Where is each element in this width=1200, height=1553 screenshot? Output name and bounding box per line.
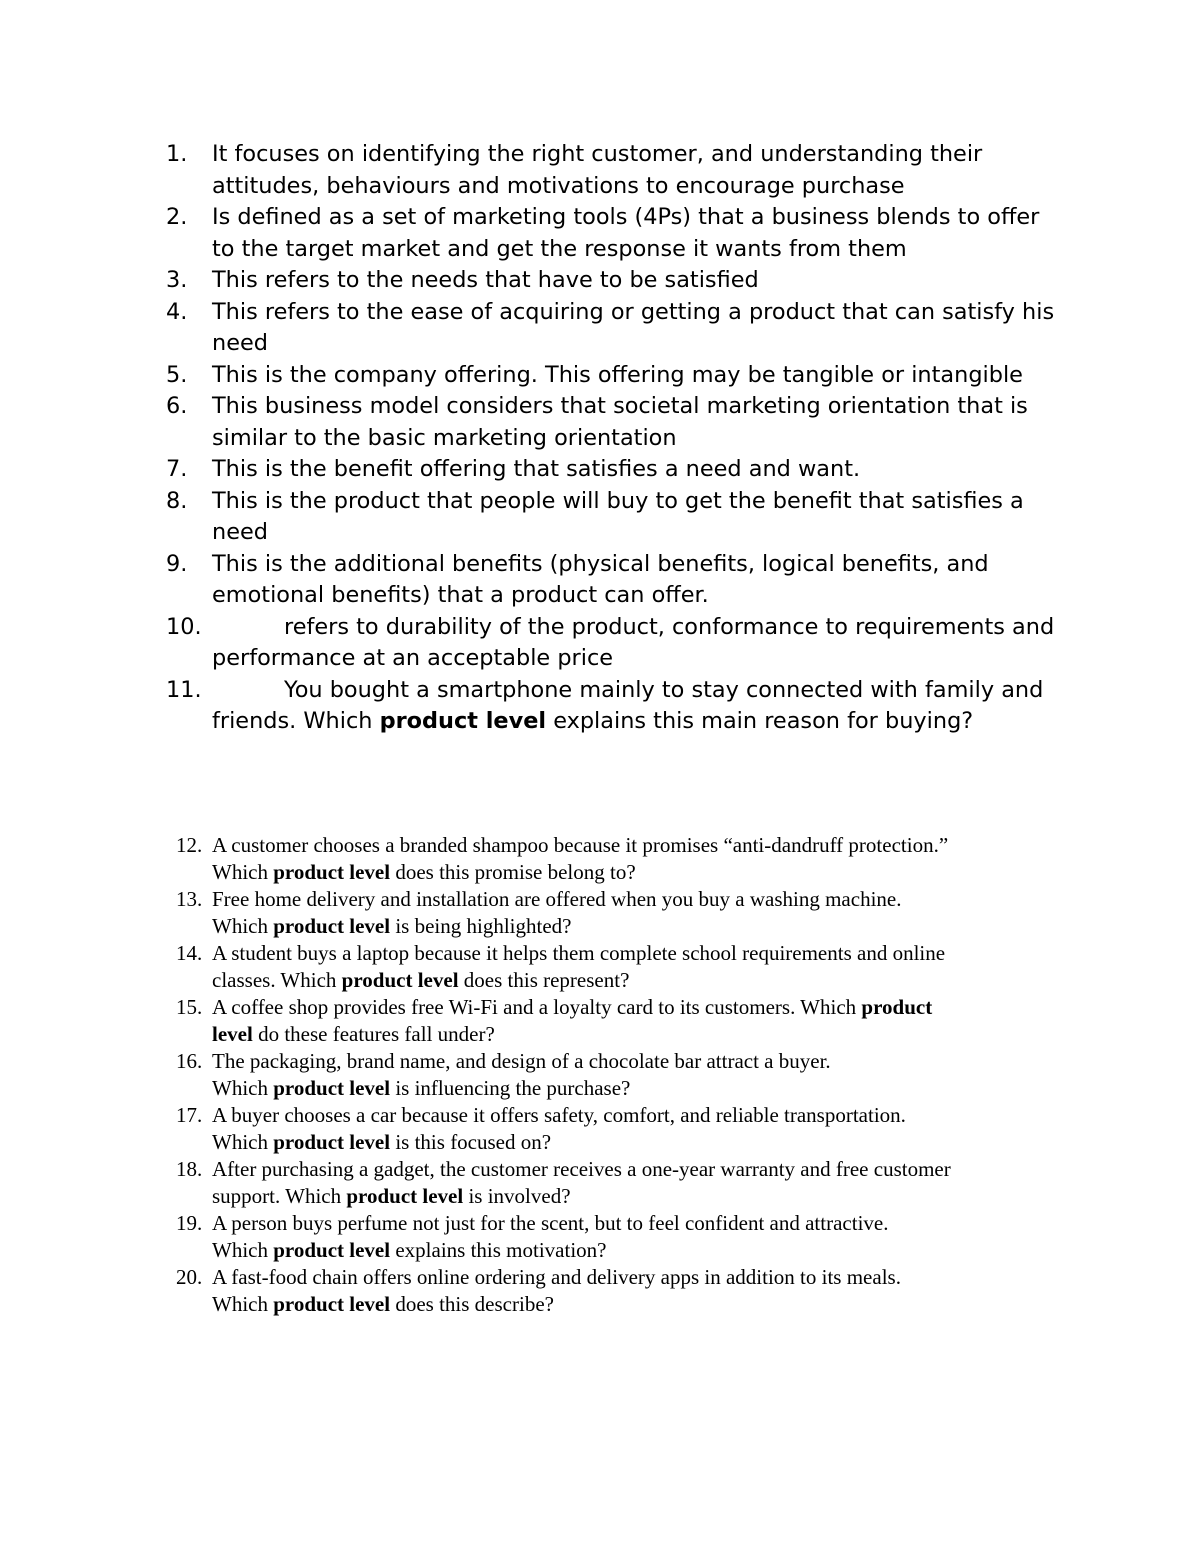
item-text-after: explains this main reason for buying? xyxy=(546,708,974,734)
item-number: 19. xyxy=(176,1211,203,1235)
item-number: 9. xyxy=(166,550,188,577)
item-number: 12. xyxy=(176,833,203,857)
question-list-part-two xyxy=(176,832,1076,1318)
item-line-two-post: is this focused on? xyxy=(390,1130,552,1154)
item-bold: level xyxy=(212,1022,253,1046)
item-text: This is the product that people will buy to get the benefit that satisfies a need xyxy=(212,487,1024,545)
item-text: Is defined as a set of marketing tools (4Ps) that a business blends to offer to the target market and get the response it wants from them xyxy=(212,204,1040,262)
item-number: 16. xyxy=(176,1049,203,1073)
item-number: 6. xyxy=(166,393,188,419)
item-bold: product level xyxy=(273,1238,391,1262)
item-line-two-pre: Which xyxy=(212,914,274,938)
item-bold: product level xyxy=(346,1184,464,1208)
item-line-two-pre: Which xyxy=(212,1238,274,1262)
item-line-two-post: is influencing the purchase? xyxy=(390,1076,631,1100)
item-number: 17. xyxy=(176,1103,203,1127)
item-number: 3. xyxy=(166,267,188,293)
item-line-two-post: does this describe? xyxy=(390,1292,554,1316)
item-number: 4. xyxy=(166,298,188,325)
item-bold-first: product xyxy=(861,995,933,1019)
item-line-one: A coffee shop provides free Wi-Fi and a loyalty card to its customers. Which xyxy=(212,995,862,1019)
list-item xyxy=(176,994,1076,1048)
item-line-one: A student buys a laptop because it helps them complete school requirements and online xyxy=(212,941,946,965)
item-number: 11. xyxy=(166,676,202,703)
list-item xyxy=(166,454,1066,486)
list-item xyxy=(176,886,1076,940)
item-line-one: A buyer chooses a car because it offers safety, comfort, and reliable transportation. xyxy=(212,1103,906,1127)
list-item xyxy=(166,139,1066,202)
item-text: refers to durability of the product, conformance to requirements and performance at an acceptable price xyxy=(212,613,1055,671)
list-item xyxy=(166,202,1066,265)
item-number: 14. xyxy=(176,941,203,965)
list-item xyxy=(176,1048,1076,1102)
item-text: This refers to the needs that have to be satisfied xyxy=(212,267,759,293)
item-text-before: You bought a smartphone mainly to stay connected with family and friends. Which xyxy=(212,676,1044,734)
item-line-two-pre: Which xyxy=(212,1130,274,1154)
item-bold: product level xyxy=(273,1130,391,1154)
item-line-two-post: explains this motivation? xyxy=(390,1238,607,1262)
item-number: 2. xyxy=(166,204,188,230)
item-number: 13. xyxy=(176,887,203,911)
item-text: This is the benefit offering that satisfies a need and want. xyxy=(212,456,861,482)
item-number: 5. xyxy=(166,361,188,388)
question-list-part-one xyxy=(166,139,1066,738)
item-bold: product level xyxy=(273,1292,391,1316)
list-item xyxy=(166,297,1066,360)
list-item xyxy=(166,265,1066,297)
item-bold: product level xyxy=(273,1076,391,1100)
item-number: 1. xyxy=(166,141,188,167)
list-item xyxy=(176,1156,1076,1210)
item-text: It focuses on identifying the right customer, and understanding their attitudes, behaviours and motivations to encourage purchase xyxy=(212,141,983,199)
list-item xyxy=(166,486,1066,549)
item-bold: product level xyxy=(273,914,391,938)
item-line-two-post: do these features fall under? xyxy=(252,1022,495,1046)
item-line-two-post: is involved? xyxy=(463,1184,571,1208)
item-text: This is the company offering. This offering may be tangible or intangible xyxy=(212,361,1023,388)
list-item xyxy=(176,1210,1076,1264)
item-line-two-pre: support. Which xyxy=(212,1184,347,1208)
item-line-two-pre: Which xyxy=(212,860,274,884)
item-line-two-post: does this promise belong to? xyxy=(390,860,636,884)
list-item xyxy=(176,1102,1076,1156)
item-number: 15. xyxy=(176,995,203,1019)
item-text: This business model considers that societal marketing orientation that is similar to the basic marketing orientation xyxy=(212,393,1028,451)
item-number: 20. xyxy=(176,1265,203,1289)
item-line-two-pre: Which xyxy=(212,1292,274,1316)
item-bold: product level xyxy=(273,860,391,884)
item-text-bold: product level xyxy=(379,708,547,734)
item-number: 7. xyxy=(166,456,188,482)
item-line-one: A fast-food chain offers online ordering and delivery apps in addition to its meals. xyxy=(212,1265,901,1289)
item-line-two-pre: Which xyxy=(212,1076,274,1100)
list-item xyxy=(166,675,1066,738)
item-text: This is the additional benefits (physical benefits, logical benefits, and emotional benefits) that a product can offer. xyxy=(212,550,989,608)
item-line-one: A customer chooses a branded shampoo because it promises “anti-dandruff protection.” xyxy=(212,833,949,857)
item-line-one: Free home delivery and installation are offered when you buy a washing machine. xyxy=(212,887,902,911)
list-item xyxy=(176,1264,1076,1318)
list-item xyxy=(176,940,1076,994)
item-number: 18. xyxy=(176,1157,203,1181)
list-item xyxy=(176,832,1076,886)
item-line-one: A person buys perfume not just for the scent, but to feel confident and attractive. xyxy=(212,1211,889,1235)
item-bold: product level xyxy=(341,968,459,992)
item-line-one: After purchasing a gadget, the customer receives a one-year warranty and free customer xyxy=(212,1157,951,1181)
list-item xyxy=(166,612,1066,675)
item-line-two-post: does this represent? xyxy=(458,968,630,992)
list-item xyxy=(166,549,1066,612)
item-text: This refers to the ease of acquiring or getting a product that can satisfy his need xyxy=(212,298,1055,356)
item-line-one: The packaging, brand name, and design of a chocolate bar attract a buyer. xyxy=(212,1049,831,1073)
item-line-two-post: is being highlighted? xyxy=(390,914,572,938)
list-item xyxy=(166,360,1066,392)
list-item xyxy=(166,391,1066,454)
item-line-two-pre: classes. Which xyxy=(212,968,342,992)
item-number: 10. xyxy=(166,613,202,640)
item-number: 8. xyxy=(166,487,188,514)
